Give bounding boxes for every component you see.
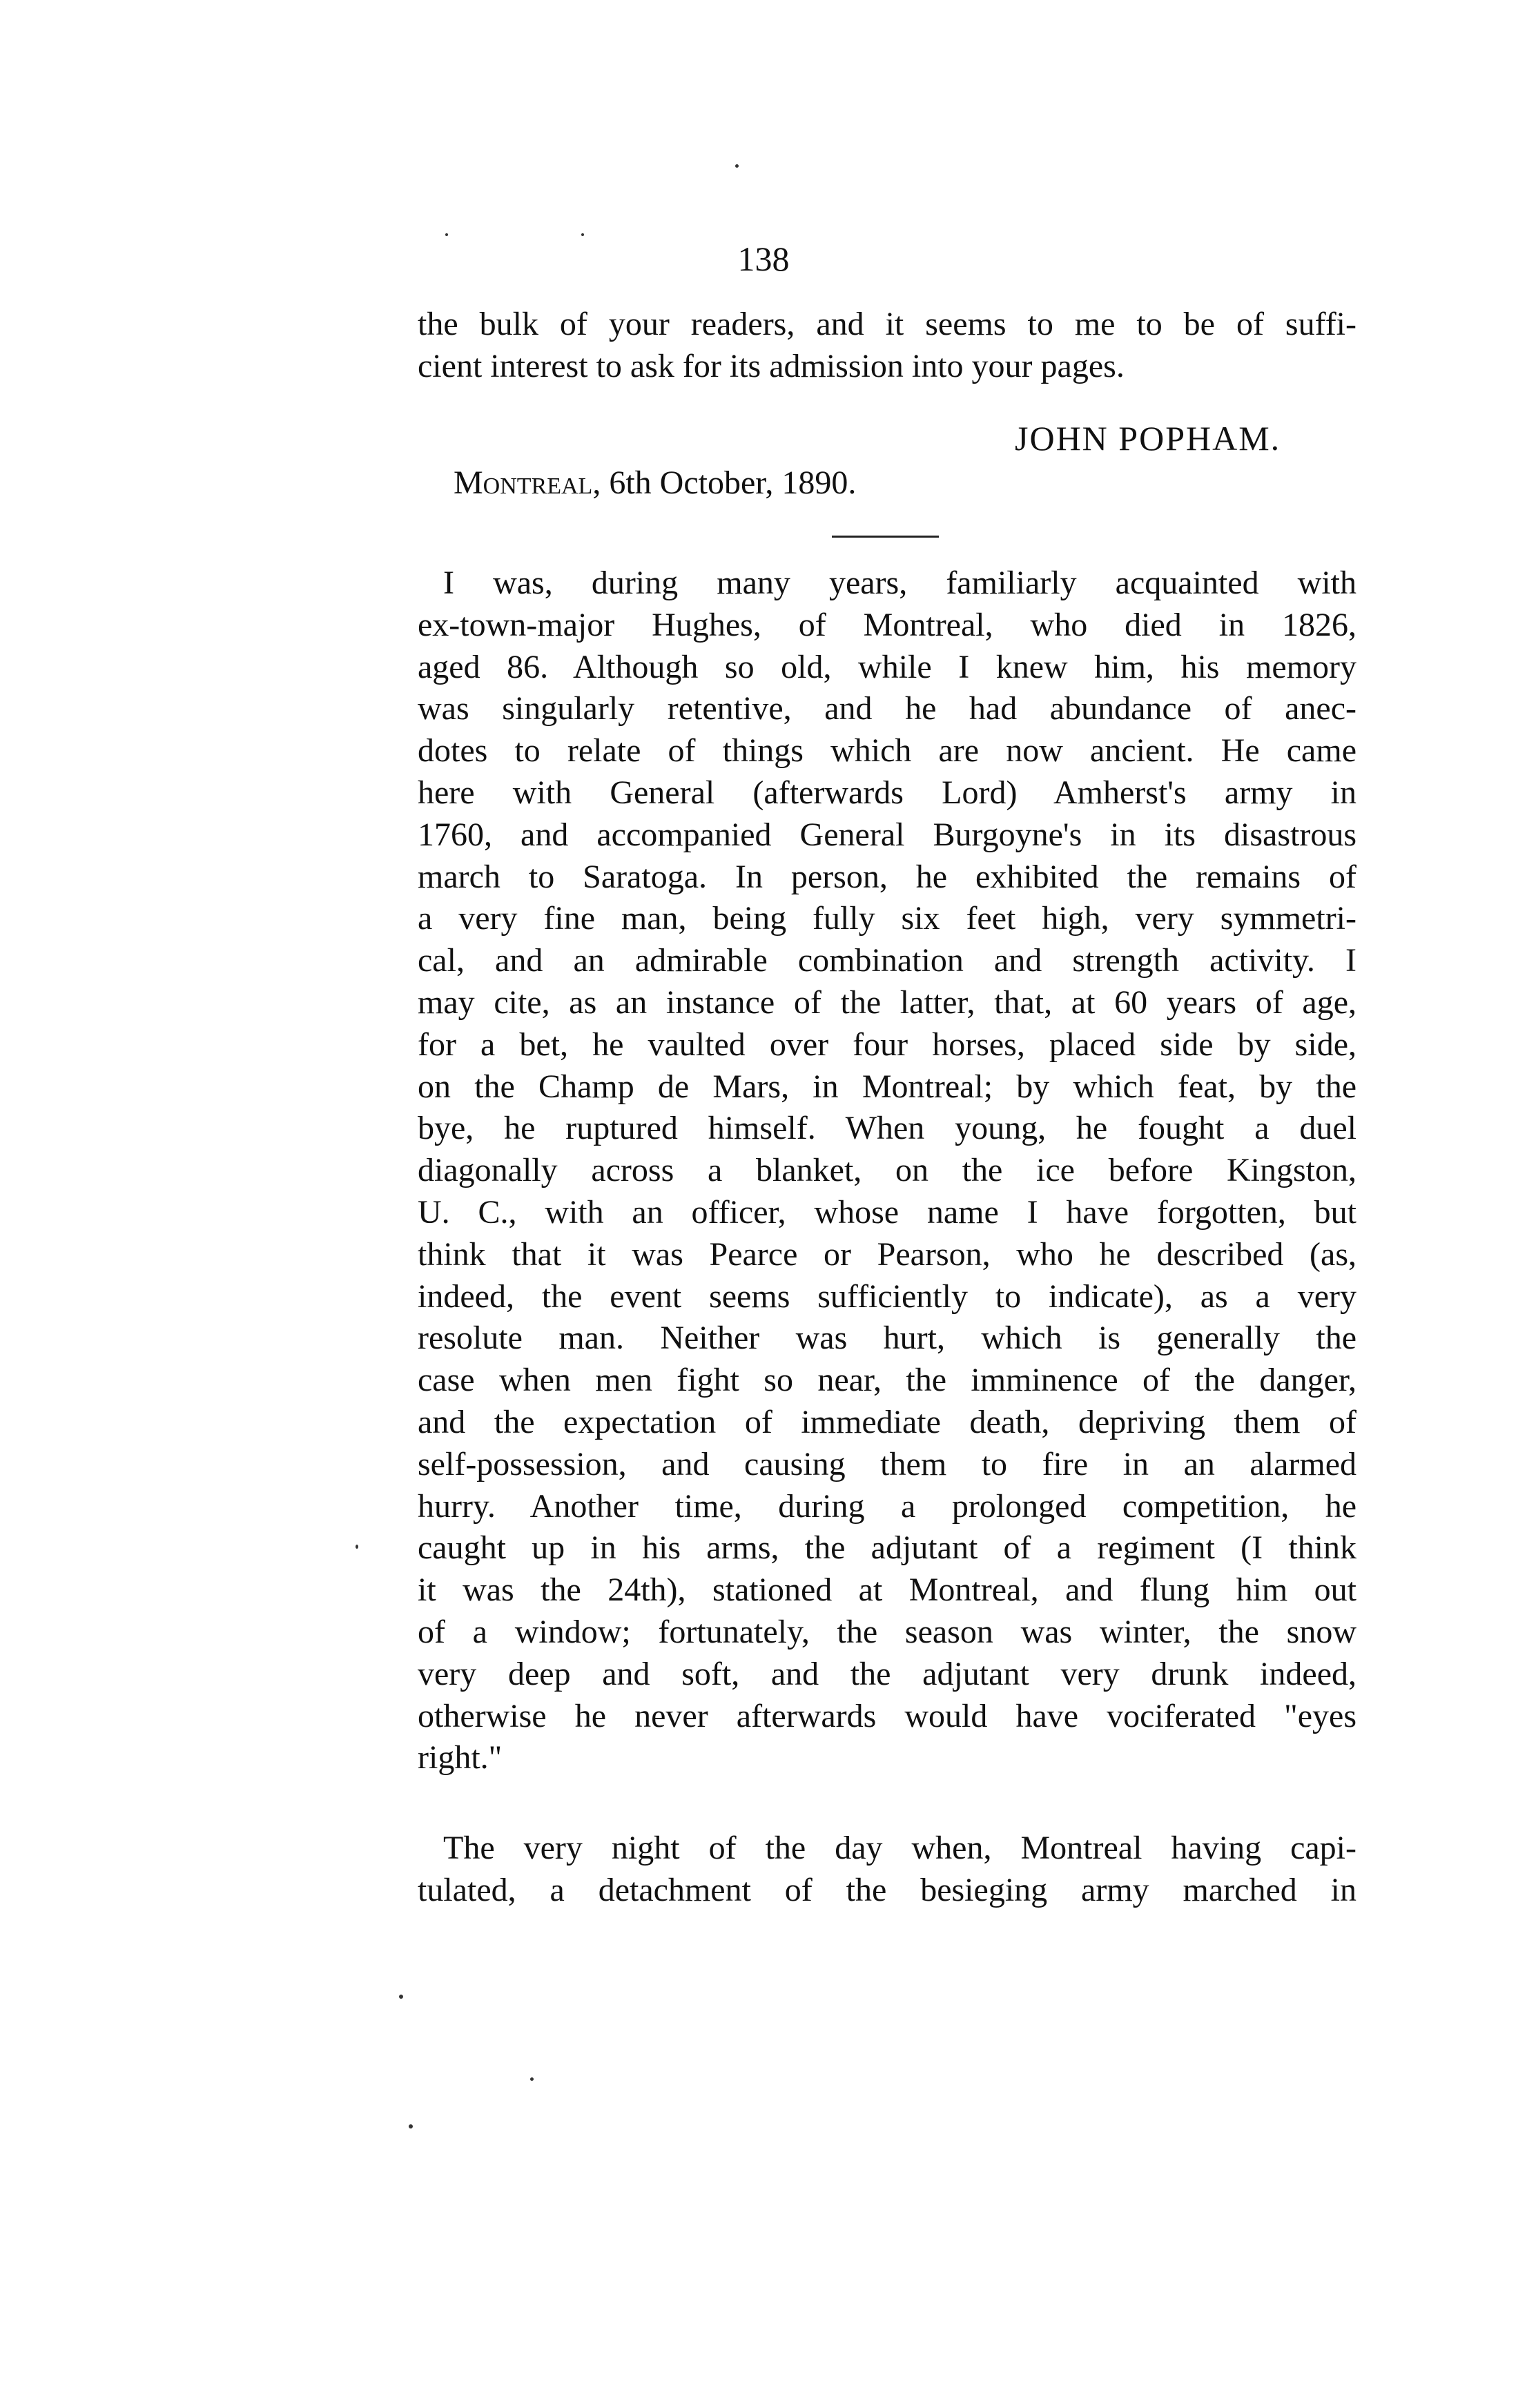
- text-line: otherwise he never afterwards would have vociferated "eyes: [418, 1697, 1356, 1734]
- dateline: [454, 462, 856, 504]
- text-line: dotes to relate of things which are now ancient. He came: [418, 732, 1356, 770]
- text-line: self-possession, and causing them to fire in an alarmed: [418, 1445, 1356, 1482]
- text-line: may cite, as an instance of the latter, that, at 60 years of age,: [418, 983, 1356, 1021]
- text-line: think that it was Pearce or Pearson, who he described (as,: [418, 1235, 1356, 1273]
- text-line: aged 86. Although so old, while I knew him, his memory: [418, 648, 1356, 685]
- text-line: caught up in his arms, the adjutant of a regiment (I think: [418, 1529, 1356, 1567]
- dateline-date: , 6th October, 1890.: [592, 464, 857, 501]
- text-line: U. C., with an officer, whose name I have forgotten, but: [418, 1193, 1356, 1231]
- signature: JOHN POPHAM.: [1015, 419, 1281, 458]
- text-line: resolute man. Neither was hurt, which is generally the: [418, 1320, 1356, 1357]
- text-line: right.": [418, 1739, 503, 1776]
- body-paragraph-2: [418, 1828, 1356, 1912]
- text-line: march to Saratoga. In person, he exhibited the remains of: [418, 858, 1356, 895]
- text-line: on the Champ de Mars, in Montreal; by which feat, by the: [418, 1068, 1356, 1105]
- text-line: diagonally across a blanket, on the ice before Kingston,: [418, 1152, 1356, 1189]
- text-line: was singularly retentive, and he had abundance of anec-: [418, 690, 1356, 727]
- text-line: for a bet, he vaulted over four horses, placed side by side,: [418, 1026, 1356, 1063]
- scan-speck: [356, 1545, 358, 1549]
- text-line: The very night of the day when, Montreal having capi-: [443, 1830, 1356, 1866]
- scan-speck: [530, 2077, 534, 2081]
- text-line: hurry. Another time, during a prolonged competition, he: [418, 1487, 1356, 1525]
- text-line: I was, during many years, familiarly acquainted with: [443, 565, 1356, 601]
- text-line: case when men fight so near, the imminence of the danger,: [418, 1362, 1356, 1399]
- opening-paragraph: [418, 304, 1356, 388]
- text-line: indeed, the event seems sufficiently to indicate), as a very: [418, 1278, 1356, 1315]
- scan-speck: [735, 164, 739, 168]
- scan-speck: [409, 2124, 413, 2128]
- text-line: 1760, and accompanied General Burgoyne's in its disastrous: [418, 816, 1356, 853]
- scan-speck: [399, 1995, 403, 1999]
- text-line: the bulk of your readers, and it seems to me to be of suffi-: [418, 306, 1356, 342]
- text-line: ex-town-major Hughes, of Montreal, who died in 1826,: [418, 606, 1356, 643]
- text-line: a very fine man, being fully six feet high, very symmetri-: [418, 900, 1356, 937]
- text-line: it was the 24th), stationed at Montreal, and flung him out: [418, 1572, 1356, 1609]
- text-line: tulated, a detachment of the besieging army marched in: [418, 1871, 1356, 1908]
- body-paragraph-1: [418, 562, 1356, 1779]
- dateline-place: Montreal: [454, 464, 593, 501]
- text-line: cient interest to ask for its admission into your pages.: [418, 347, 1125, 384]
- text-line: of a window; fortunately, the season was winter, the snow: [418, 1613, 1356, 1650]
- text-line: here with General (afterwards Lord) Amherst's army in: [418, 774, 1356, 811]
- scan-speck: [445, 233, 448, 236]
- text-line: and the expectation of immediate death, depriving them of: [418, 1403, 1356, 1440]
- page-number: 138: [737, 239, 790, 278]
- text-line: very deep and soft, and the adjutant very drunk indeed,: [418, 1655, 1356, 1692]
- text-line: bye, he ruptured himself. When young, he fought a duel: [418, 1110, 1356, 1147]
- section-divider: [832, 536, 939, 538]
- scan-speck: [581, 233, 584, 236]
- text-line: cal, and an admirable combination and strength activity. I: [418, 942, 1356, 979]
